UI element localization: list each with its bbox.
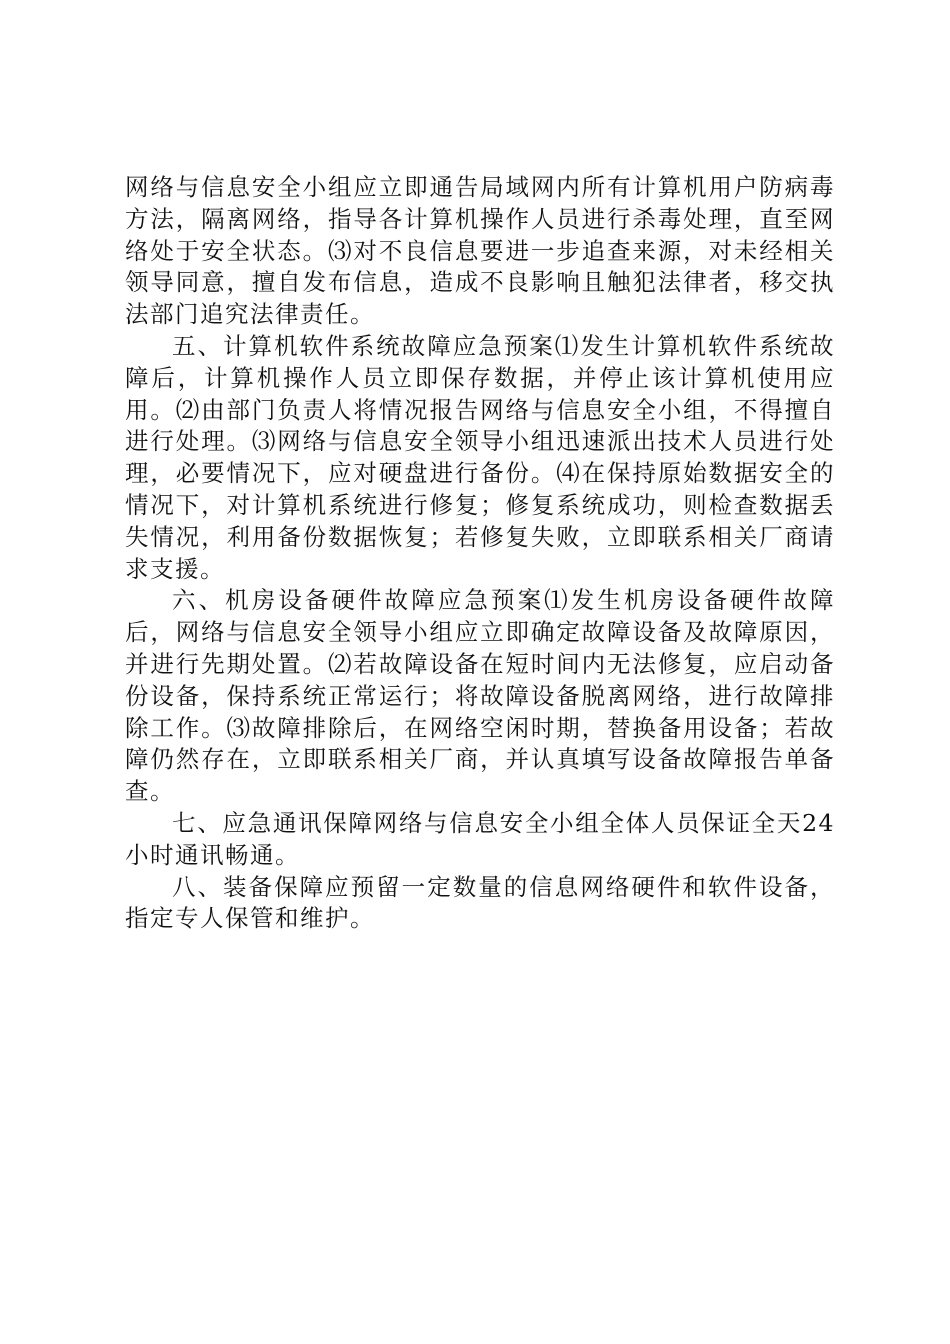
paragraph-hardware-fault-plan: 六、机房设备硬件故障应急预案⑴发生机房设备硬件故障后，网络与信息安全领导小组应立即确定故障设备及故障原因，并进行先期处置。⑵若故障设备在短时间内无法修复，应启动备份设备，保持系统正常运行；将故障设备脱离网络，进行故障排除工作。⑶故障排除后，在网络空闲时期，替换备用设备；若故障仍然存在，立即联系相关厂商，并认真填写设备故障报告单备查。 [125,586,835,806]
paragraph-equipment-support: 八、装备保障应预留一定数量的信息网络硬件和软件设备，指定专人保管和维护。 [125,872,835,933]
paragraph-communication-support: 七、应急通讯保障网络与信息安全小组全体人员保证全天24小时通讯畅通。 [125,808,835,869]
document-body [125,172,835,935]
paragraph-continuation: 网络与信息安全小组应立即通告局域网内所有计算机用户防病毒方法，隔离网络，指导各计算机操作人员进行杀毒处理，直至网络处于安全状态。⑶对不良信息要进一步追查来源，对未经相关领导同意，擅自发布信息，造成不良影响且触犯法律者，移交执法部门追究法律责任。 [125,173,835,329]
paragraph-software-fault-plan: 五、计算机软件系统故障应急预案⑴发生计算机软件系统故障后，计算机操作人员立即保存数据，并停止该计算机使用应用。⑵由部门负责人将情况报告网络与信息安全小组，不得擅自进行处理。⑶网络与信息安全领导小组迅速派出技术人员进行处理，必要情况下，应对硬盘进行备份。⑷在保持原始数据安全的情况下，对计算机系统进行修复；修复系统成功，则检查数据丢失情况，利用备份数据恢复；若修复失败，立即联系相关厂商请求支援。 [125,331,835,583]
